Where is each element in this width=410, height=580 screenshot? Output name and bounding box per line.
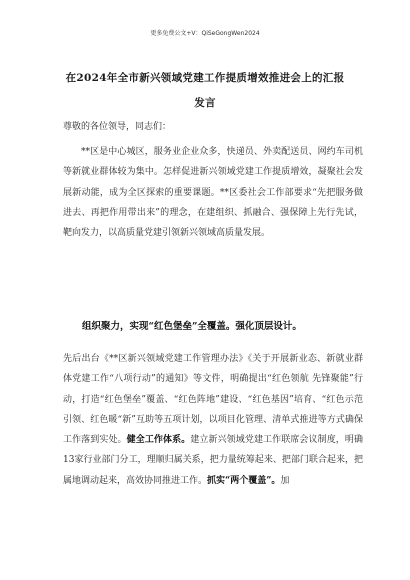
title-line-1: 在2024年全市新兴领域党建工作提质增效推进会上的汇报 [65, 72, 345, 84]
paragraph-body [63, 349, 363, 491]
paragraph-body-text-1: 先后出台《**区新兴领域党建工作管理办法》《关于开展新业态、新就业群体党建工作“八项行动”的通知》等文件，明确提出“红色领航 先锋聚能”行动，打造“红色堡垒”覆盖、“红色阵地”建设、“红色基因”培育、“红色示范引领、红色暖“新”互助等五项计划，以项目化管理、清单式推进等方式确保工作落到实处。 [63, 354, 363, 446]
paragraph-intro [63, 142, 363, 243]
section-heading: 组织聚力，实现“红色堡垒”全覆盖。强化顶层设计。 [82, 321, 302, 332]
paragraph-body-bold-1: 健全工作体系。 [126, 435, 191, 446]
header-note: 更多免费公文+V：QiSeGongWen2024 [150, 30, 260, 37]
paragraph-body-text-2: 建立新兴领域党建工作联席会议制度，明确13家行业部门分工，理顺归属关系，把力量统筹起来、把部门联合起来，把属地调动起来，高效协同推进工作。 [63, 435, 363, 486]
salutation: 尊敬的各位领导，同志们： [63, 122, 172, 132]
paragraph-intro-text: **区是中心城区，服务业企业众多，快递员、外卖配送员、网约车司机等新就业群体较为集中。怎样促进新兴领域党建工作提质增效，凝聚社会发展新动能，成为全区探索的重要课题。**区委社会工作部要求“先把服务做进去、再把作用带出来”的理念，在建组织、抓融合、强保障上先行先试，靶向发力，以高质量党建引领新兴领域高质量发展。 [63, 147, 363, 239]
paragraph-body-bold-2: 抓实“两个覆盖”。 [207, 475, 281, 486]
title-line-2: 发言 [194, 97, 216, 109]
document-title [50, 66, 360, 116]
paragraph-body-text-3: 加 [280, 475, 290, 486]
